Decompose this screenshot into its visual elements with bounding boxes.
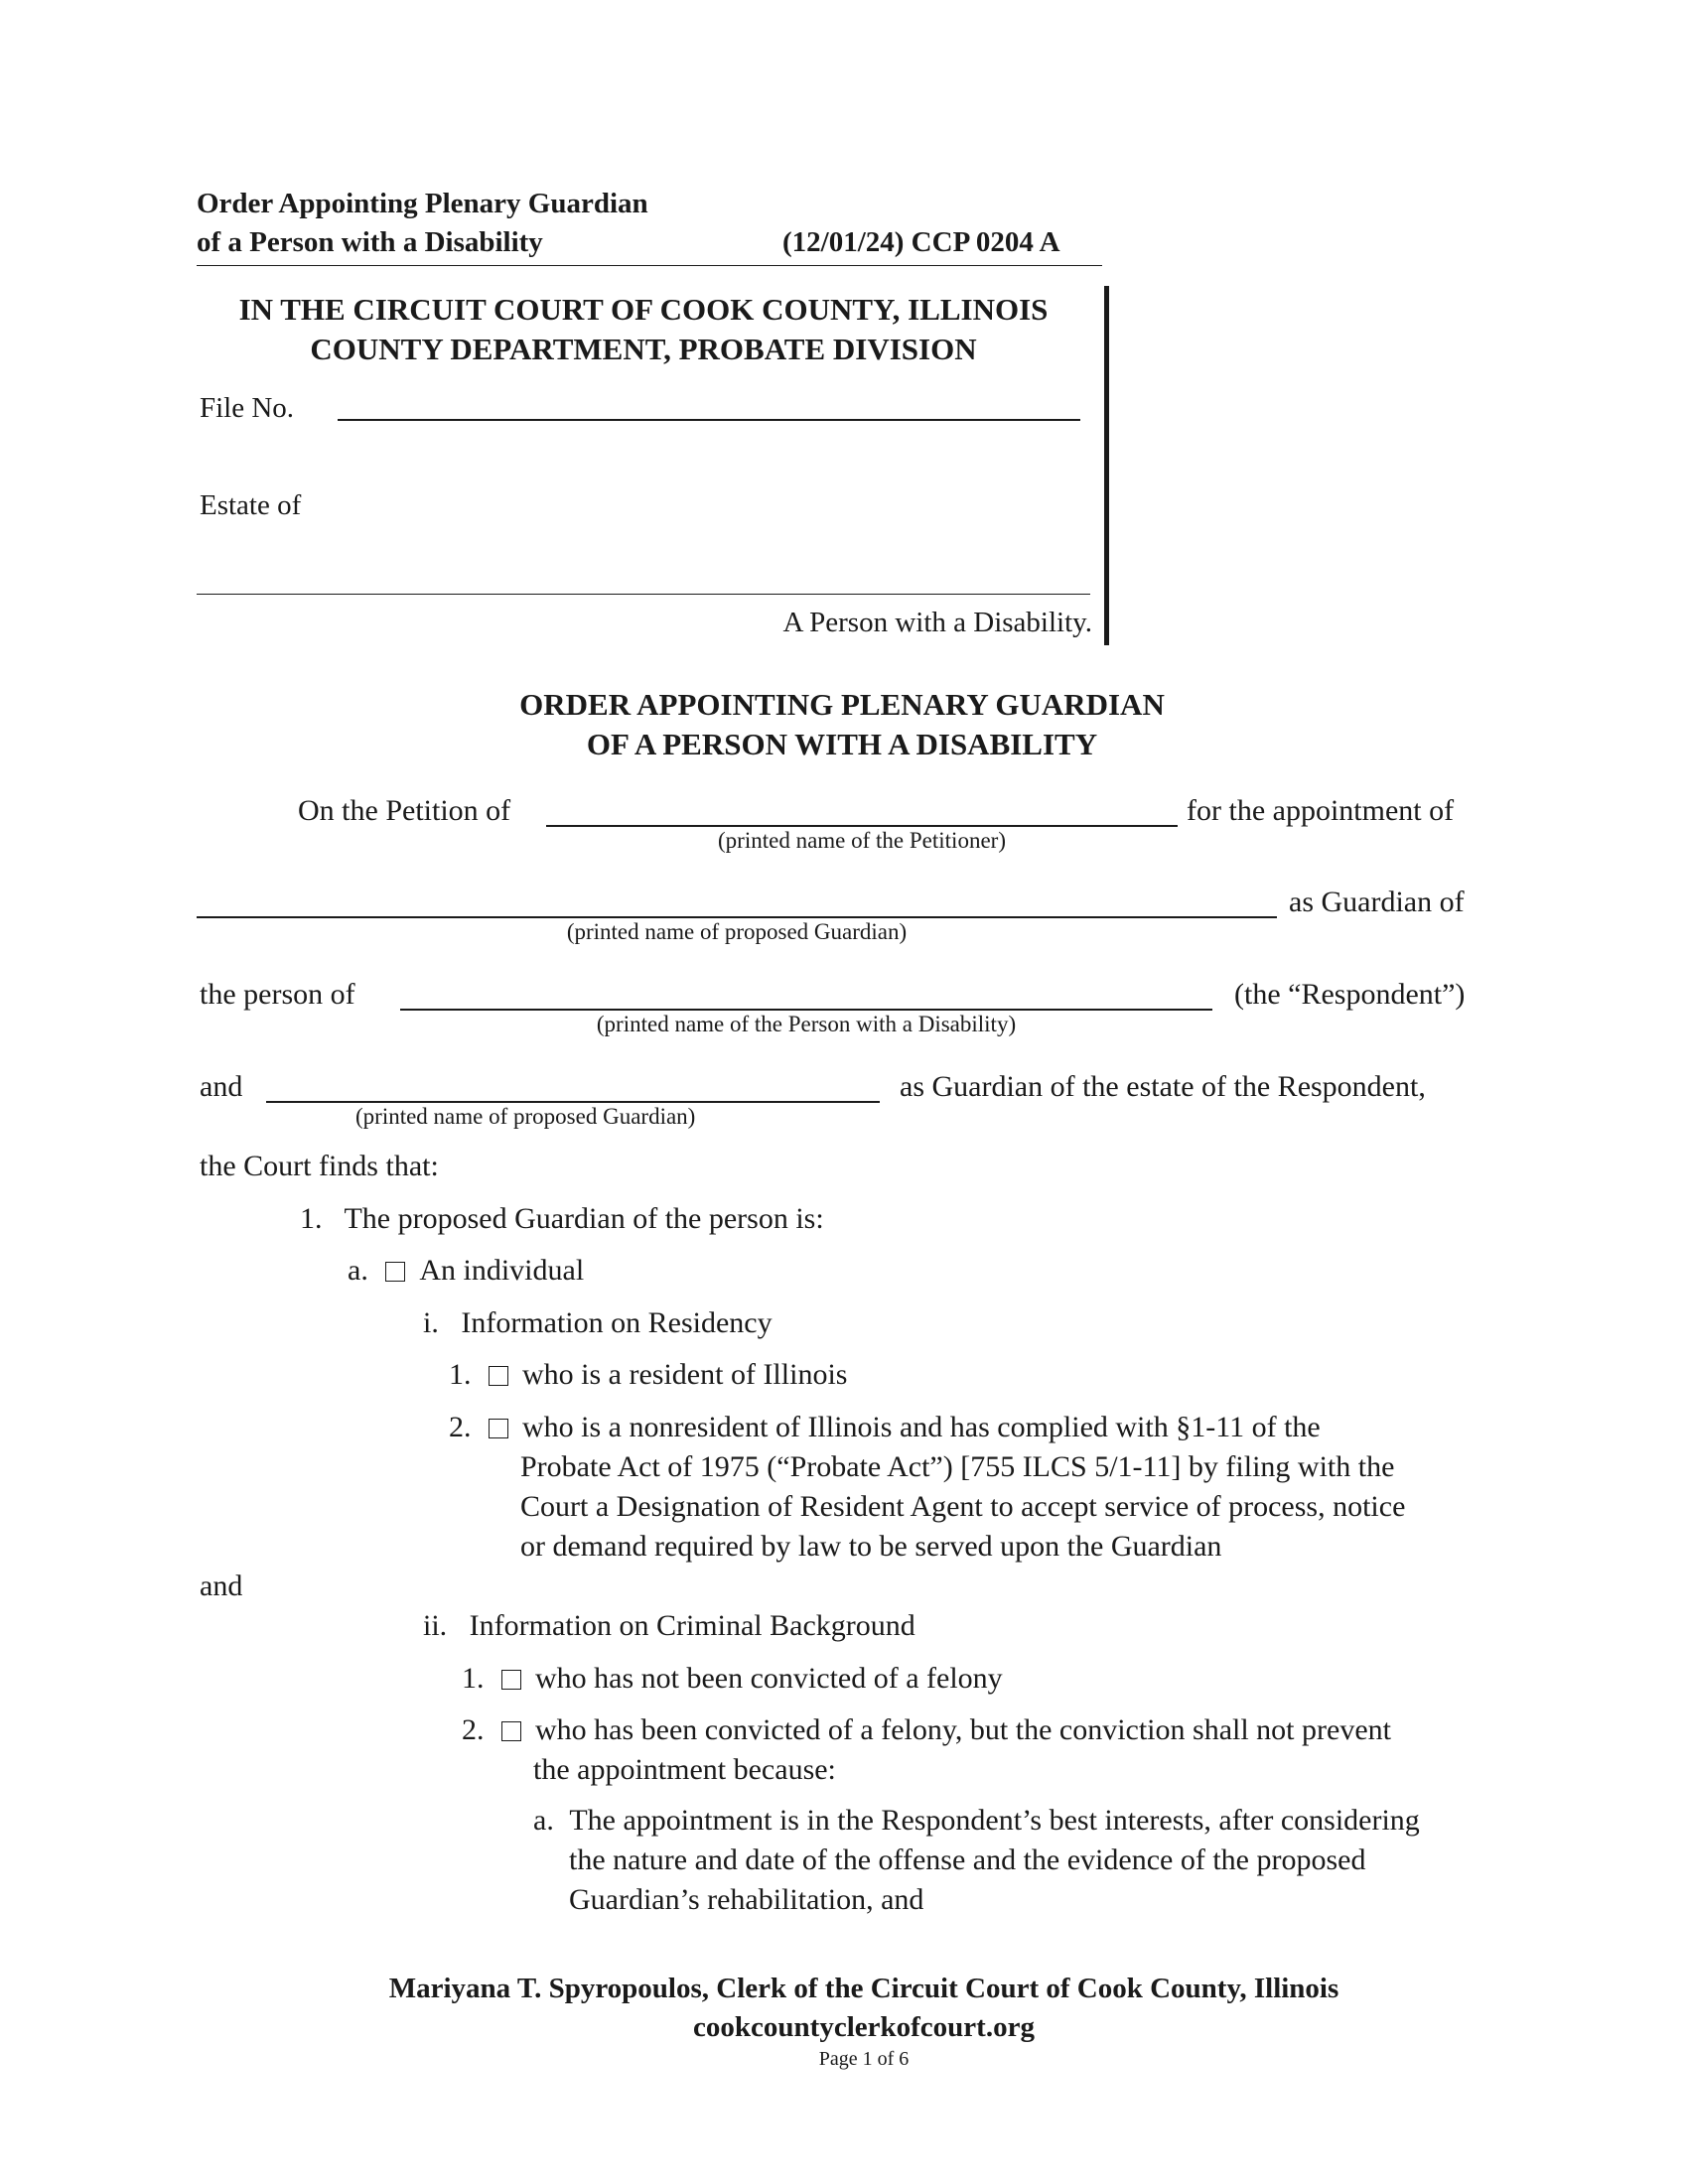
- header-rule: [197, 265, 1102, 266]
- residency-option-1-marker: 1.: [449, 1358, 472, 1391]
- and-label: and: [200, 1070, 243, 1103]
- guardian-person-caption: (printed name of proposed Guardian): [566, 919, 908, 944]
- residency-option-2-line3: Court a Designation of Resident Agent to accept service of process, notice: [520, 1490, 1406, 1523]
- court-division: COUNTY DEPARTMENT, PROBATE DIVISION: [310, 332, 977, 366]
- criminal-option-2-marker: 2.: [462, 1713, 485, 1746]
- file-no-label: File No.: [200, 392, 295, 424]
- the-respondent-label: (the “Respondent”): [1234, 978, 1466, 1011]
- petitioner-caption: (printed name of the Petitioner): [718, 828, 1006, 853]
- the-person-of-label: the person of: [200, 978, 355, 1011]
- file-no-field[interactable]: [338, 419, 1080, 421]
- residency-option-2: [449, 1409, 1321, 1446]
- finding-1a-marker: a.: [348, 1254, 368, 1287]
- checkbox-nonresident[interactable]: [489, 1419, 508, 1438]
- on-petition-of-label: On the Petition of: [298, 794, 511, 827]
- residency-option-2-line4: or demand required by law to be served upon the Guardian: [520, 1530, 1222, 1563]
- footer-page-number: Page 1 of 6: [818, 2048, 910, 2070]
- as-guardian-estate-label: as Guardian of the estate of the Respondent,: [900, 1070, 1426, 1103]
- residency-option-1-text: who is a resident of Illinois: [522, 1358, 848, 1391]
- criminal-option-2a-line1: The appointment is in the Respondent’s best interests, after considering: [569, 1804, 1420, 1837]
- form-title-line2: of a Person with a Disability: [197, 226, 543, 258]
- guardian-estate-caption: (printed name of proposed Guardian): [355, 1104, 696, 1129]
- estate-of-label: Estate of: [200, 489, 302, 521]
- finding-1: 1. The proposed Guardian of the person is:: [300, 1202, 824, 1235]
- checkbox-felony[interactable]: [501, 1721, 521, 1741]
- form-title-line1: Order Appointing Plenary Guardian: [197, 188, 648, 219]
- order-title-line2: OF A PERSON WITH A DISABILITY: [586, 727, 1098, 761]
- footer-website[interactable]: cookcountyclerkofcourt.org: [693, 2011, 1035, 2043]
- residency-option-1: [449, 1356, 847, 1394]
- court-name: IN THE CIRCUIT COURT OF COOK COUNTY, ILLINOIS: [238, 292, 1049, 327]
- residency-option-2-marker: 2.: [449, 1411, 472, 1443]
- person-with-disability-label: A Person with a Disability.: [782, 607, 1092, 638]
- finding-1a: [348, 1252, 584, 1290]
- criminal-heading: ii. Information on Criminal Background: [423, 1609, 915, 1642]
- as-guardian-of-label: as Guardian of: [1289, 886, 1465, 918]
- criminal-option-2-line2: the appointment because:: [533, 1753, 836, 1786]
- checkbox-no-felony[interactable]: [501, 1670, 521, 1690]
- checkbox-individual[interactable]: [385, 1262, 405, 1282]
- criminal-option-2a-line2: the nature and date of the offense and the evidence of the proposed: [569, 1843, 1366, 1876]
- court-finds-label: the Court finds that:: [200, 1150, 439, 1182]
- form-code: (12/01/24) CCP 0204 A: [782, 226, 1060, 258]
- for-appointment-label: for the appointment of: [1187, 794, 1455, 827]
- criminal-option-1-text: who has not been convicted of a felony: [535, 1662, 1003, 1695]
- criminal-option-1-marker: 1.: [462, 1662, 485, 1695]
- order-title-line1: ORDER APPOINTING PLENARY GUARDIAN: [519, 687, 1165, 722]
- criminal-option-2a-marker: a.: [533, 1804, 554, 1837]
- estate-name-field[interactable]: [197, 594, 1090, 595]
- residency-option-2-line2: Probate Act of 1975 (“Probate Act”) [755 ILCS 5/1-11] by filing with the: [520, 1450, 1395, 1483]
- criminal-option-2a: [533, 1802, 1420, 1840]
- footer-clerk: Mariyana T. Spyropoulos, Clerk of the Circuit Court of Cook County, Illinois: [388, 1973, 1339, 2004]
- criminal-option-2-line1: who has been convicted of a felony, but the conviction shall not prevent: [535, 1713, 1391, 1746]
- criminal-option-1: [462, 1660, 1003, 1698]
- criminal-option-2: [462, 1711, 1391, 1749]
- findings-and-label: and: [200, 1570, 243, 1602]
- criminal-option-2a-line3: Guardian’s rehabilitation, and: [569, 1883, 924, 1916]
- checkbox-resident[interactable]: [489, 1366, 508, 1386]
- respondent-caption: (printed name of the Person with a Disability): [596, 1012, 1017, 1036]
- residency-option-2-line1: who is a nonresident of Illinois and has complied with §1-11 of the: [522, 1411, 1321, 1443]
- caption-vertical-rule: [1104, 286, 1109, 645]
- finding-1a-text: An individual: [419, 1254, 585, 1287]
- residency-heading: i. Information on Residency: [423, 1306, 773, 1339]
